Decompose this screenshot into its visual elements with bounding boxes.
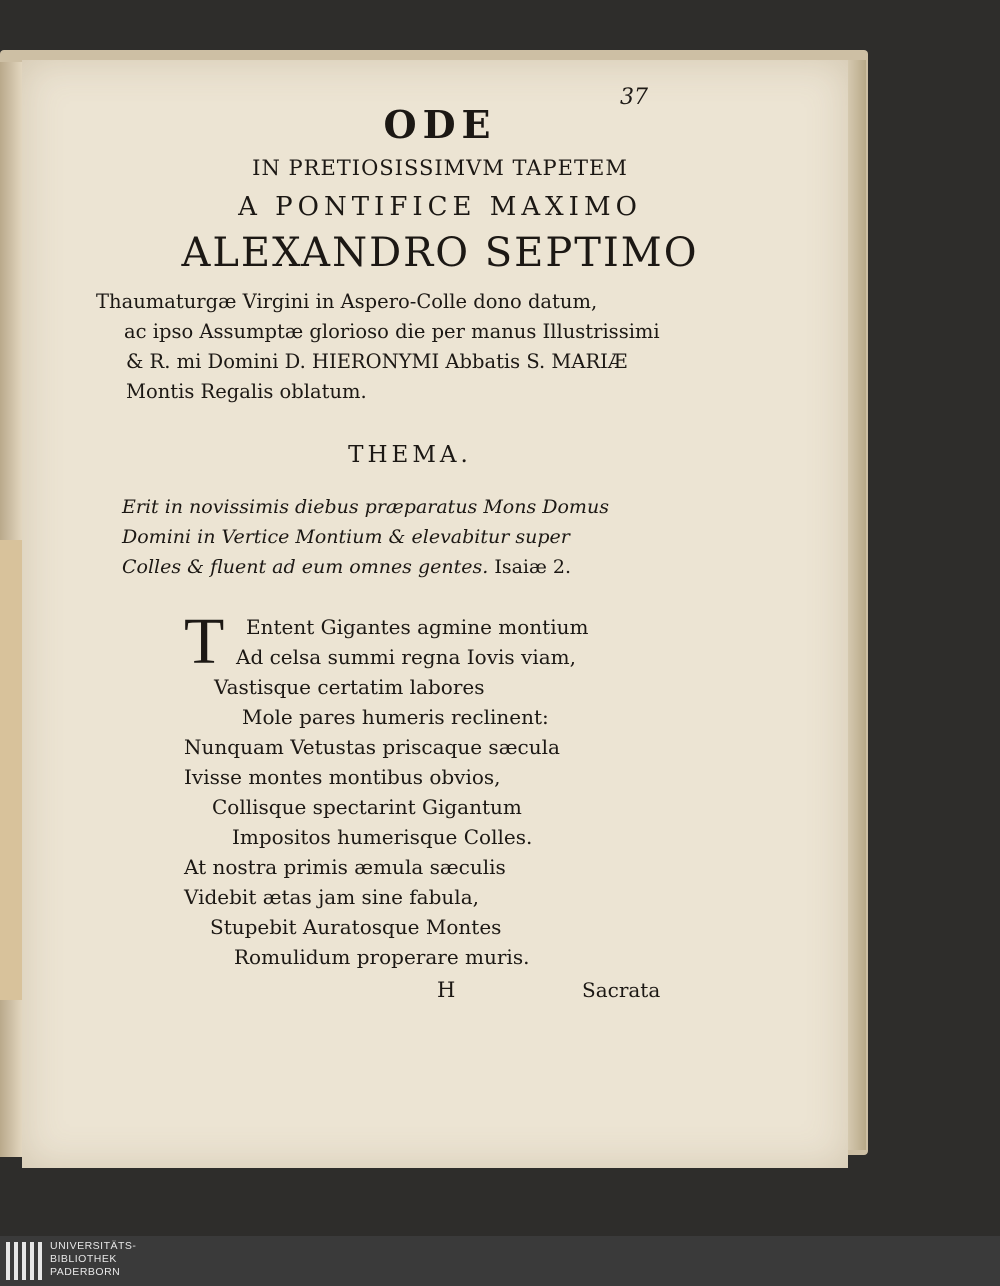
- catchword: Sacrata: [582, 978, 661, 1002]
- library-name-line: PADERBORN: [50, 1266, 121, 1278]
- signature-mark: H: [437, 978, 456, 1002]
- ode-title: ODE: [383, 102, 497, 147]
- quote-line-text: Colles & fluent ad eum omnes gentes.: [122, 556, 489, 578]
- verse-line: Stupebit Auratosque Montes: [210, 915, 502, 939]
- dedication-paragraph: [96, 287, 686, 407]
- library-footer-bar: [0, 1236, 1000, 1286]
- library-logo-icon: [6, 1242, 42, 1280]
- dedication-line: & R. mi Domini D. HIERONYMI Abbatis S. MARIÆ: [126, 350, 628, 373]
- verse-line: Collisque spectarint Gigantum: [212, 795, 522, 819]
- verse-line: Romulidum properare muris.: [234, 945, 530, 969]
- quote-line: [122, 552, 682, 582]
- library-name: [50, 1240, 136, 1279]
- verse-line: Impositos humerisque Colles.: [232, 825, 533, 849]
- dedication-line: ac ipso Assumptæ glorioso die per manus Illustrissimi: [124, 320, 660, 343]
- dedication-line: Montis Regalis oblatum.: [126, 380, 367, 403]
- quote-line: Domini in Vertice Montium & elevabitur super: [122, 526, 570, 548]
- verse-line: Nunquam Vetustas priscaque sæcula: [184, 735, 560, 759]
- subtitle-line-3: ALEXANDRO SEPTIMO: [181, 230, 699, 276]
- subtitle-line-1: IN PRETIOSISSIMVM TAPETEM: [252, 156, 628, 180]
- library-name-line: UNIVERSITÄTS-: [50, 1240, 137, 1252]
- verse-line: Videbit ætas jam sine fabula,: [184, 885, 479, 909]
- drop-cap: T: [184, 605, 225, 678]
- library-name-line: BIBLIOTHEK: [50, 1253, 117, 1265]
- verse-line: Vastisque certatim labores: [214, 675, 485, 699]
- verse-line: Mole pares humeris reclinent:: [242, 705, 549, 729]
- thema-quote: [122, 492, 682, 582]
- subtitle-line-2: A PONTIFICE MAXIMO: [238, 192, 642, 222]
- verse-line: Ad celsa summi regna Iovis viam,: [236, 645, 576, 669]
- verse-line: At nostra primis æmula sæculis: [184, 855, 506, 879]
- ode-verse: [184, 605, 589, 972]
- dedication-line: Thaumaturgæ Virgini in Aspero-Colle dono datum,: [96, 290, 598, 313]
- thema-heading: THEMA.: [348, 442, 472, 468]
- quote-line: Erit in novissimis diebus præparatus Mons Domus: [122, 496, 609, 518]
- page-number: 37: [620, 85, 648, 110]
- quote-reference: Isaiæ 2.: [494, 556, 572, 578]
- verse-line: Ivisse montes montibus obvios,: [184, 765, 501, 789]
- verse-line: Entent Gigantes agmine montium: [246, 615, 589, 639]
- page-stack-edge: [846, 60, 866, 1150]
